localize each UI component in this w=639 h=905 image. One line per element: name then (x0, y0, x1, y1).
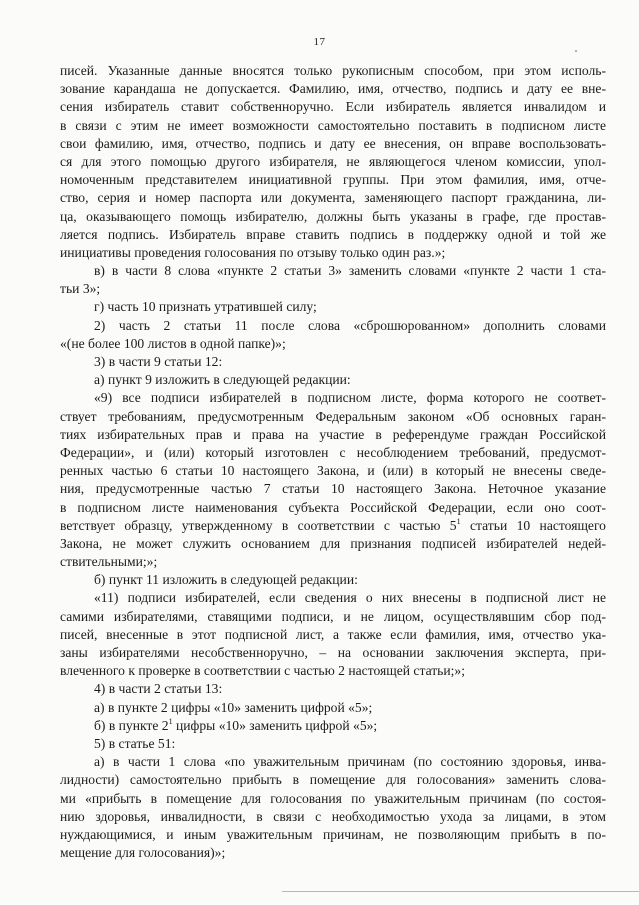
text-line (60, 444, 606, 462)
text-line (60, 844, 606, 862)
line-text: ца, оказывающего помощь избирателю, должны быть указаны в графе, где простав- (60, 208, 606, 224)
text-line (60, 426, 606, 444)
text-line (60, 208, 606, 226)
line-text: ся для этого помощью другого избирателя, не являющегося членом комиссии, упол- (60, 153, 606, 169)
line-text: ренных частью 6 статьи 10 настоящего Закона, и (или) в который не внесены сведе- (60, 463, 606, 479)
text-line (60, 517, 606, 535)
line-text: а) в пункте 2 цифры «10» заменить цифрой «5»; (94, 699, 373, 715)
line-text: 3) в части 9 статьи 12: (94, 354, 223, 369)
text-line (60, 98, 606, 116)
line-text: лидности) самостоятельно прибыть в помещение для голосования» заменить слова- (60, 772, 606, 788)
line-text-continued: цифры «10» заменить цифрой «5»; (172, 717, 378, 733)
text-line (60, 244, 606, 262)
text-line (60, 608, 606, 626)
superscript: 1 (168, 716, 173, 726)
text-line (60, 371, 606, 389)
text-line (60, 790, 606, 808)
text-line (60, 171, 606, 189)
line-text: сения избиратель ставит собственноручно. Если избиратель является инвалидом и (60, 99, 606, 115)
line-text: ветствует образцу, утвержденному в соответствии с частью 5 (60, 517, 457, 533)
line-text: в) в части 8 слова «пункте 2 статьи 3» заменить словами «пункте 2 части 1 ста- (94, 263, 606, 279)
line-text: г) часть 10 признать утратившей силу; (94, 299, 317, 315)
text-line (60, 808, 606, 826)
line-text: Федерации», и (или) который изготовлен с несоблюдением требований, предусмот- (60, 444, 606, 460)
line-text: в подписном листе наименования субъекта Российской Федерации, если оно соот- (60, 499, 606, 515)
text-line (60, 462, 606, 480)
text-line (60, 189, 606, 207)
text-line (60, 826, 606, 844)
line-text: нию здоровья, инвалидности, в связи с необходимостью ухода за лицами, в этом (60, 808, 606, 824)
line-text: нуждающимися, и иным уважительным причинам, не позволяющим прибыть в по- (60, 826, 606, 842)
text-line (60, 480, 606, 498)
line-text: а) пункт 9 изложить в следующей редакции: (94, 372, 351, 388)
line-text: «(не более 100 листов в одной папке)»; (60, 335, 286, 351)
line-text-continued: статьи 10 настоящего (460, 517, 606, 533)
text-line (60, 553, 606, 571)
line-text: 4) в части 2 статьи 13: (94, 681, 223, 697)
text-line (60, 153, 606, 171)
line-text: 2) часть 2 статьи 11 после слова «сброшюрованном» дополнить словами (94, 317, 606, 333)
text-line (60, 389, 606, 407)
text-line (60, 644, 606, 662)
text-line (60, 717, 606, 735)
line-text: б) пункт 11 изложить в следующей редакции: (94, 572, 358, 588)
line-text: ствительными;»; (60, 554, 158, 570)
superscript: 1 (456, 516, 461, 526)
text-line (60, 62, 606, 80)
text-line (60, 589, 606, 607)
text-line (60, 298, 606, 316)
text-line (60, 753, 606, 771)
line-text: свои фамилию, имя, отчество, подпись и дату ее внесения, он вправе воспользовать- (60, 135, 606, 151)
text-line (60, 226, 606, 244)
document-body (60, 62, 606, 862)
line-text: «11) подписи избирателей, если сведения о них внесены в подписной лист не (94, 590, 606, 606)
text-line (60, 771, 606, 789)
page-number: 17 (313, 36, 326, 48)
text-line (60, 317, 606, 335)
text-line (60, 535, 606, 553)
line-text: ство, серия и номер паспорта или документа, заменяющего паспорт гражданина, ли- (60, 190, 606, 206)
line-text: писей. Указанные данные вносятся только рукописным способом, при этом исполь- (60, 63, 606, 78)
line-text: мещение для голосования)»; (60, 845, 226, 861)
line-text: зование карандаша не допускается. Фамилию, имя, отчество, подпись и дату ее вне- (60, 81, 606, 97)
line-text: номоченным представителем инициативной группы. При этом фамилия, имя, отче- (60, 172, 606, 188)
line-text: ми «прибыть в помещение для голосования по уважительным причинам (по состоя- (60, 790, 606, 806)
line-text: инициативы проведения голосования по отзыву только один раз.»; (60, 244, 446, 260)
line-text: 5) в статье 51: (94, 735, 176, 751)
text-line (60, 699, 606, 717)
text-line (60, 626, 606, 644)
line-text: тьи 3»; (60, 281, 101, 297)
line-text: б) в пункте 2 (94, 717, 169, 733)
text-line (60, 735, 606, 753)
line-text: писей, внесенные в этот подписной лист, а также если фамилия, имя, отчество ука- (60, 626, 606, 642)
text-line (60, 80, 606, 98)
bottom-scan-edge (282, 891, 639, 892)
text-line (60, 262, 606, 280)
line-text: ния, предусмотренные частью 7 статьи 10 настоящего Закона. Неточное указание (60, 481, 606, 497)
line-text: ствует требованиям, предусмотренным Федеральным законом «Об основных гаран- (60, 408, 606, 424)
line-text: тиях избирательных прав и права на участие в референдуме граждан Российской (60, 426, 606, 442)
text-line (60, 662, 606, 680)
text-line (60, 408, 606, 426)
line-text: «9) все подписи избирателей в подписном листе, форма которого не соответ- (94, 390, 606, 406)
text-line (60, 135, 606, 153)
text-line (60, 117, 606, 135)
text-line (60, 571, 606, 589)
line-text: самими избирателями, ставящими подписи, и не лицом, осуществлявшим сбор под- (60, 608, 606, 624)
line-text: влеченного к проверке в соответствии с частью 2 настоящей статьи;»; (60, 663, 466, 679)
text-line (60, 499, 606, 517)
text-line (60, 680, 606, 698)
text-line (60, 335, 606, 353)
text-line (60, 353, 606, 371)
line-text: в связи с этим не имеет возможности самостоятельно поставить в подписном листе (60, 117, 606, 133)
line-text: ляется подпись. Избиратель вправе ставить подпись в поддержку одной и той же (60, 226, 606, 242)
line-text: заны избирателями несобственноручно, – на основании заключения эксперта, при- (60, 645, 606, 660)
scan-speck (575, 50, 577, 52)
line-text: а) в части 1 слова «по уважительным причинам (по состоянию здоровья, инва- (94, 754, 606, 770)
text-line (60, 280, 606, 298)
line-text: Закона, не может служить основанием для признания подписей избирателей недей- (60, 535, 606, 551)
